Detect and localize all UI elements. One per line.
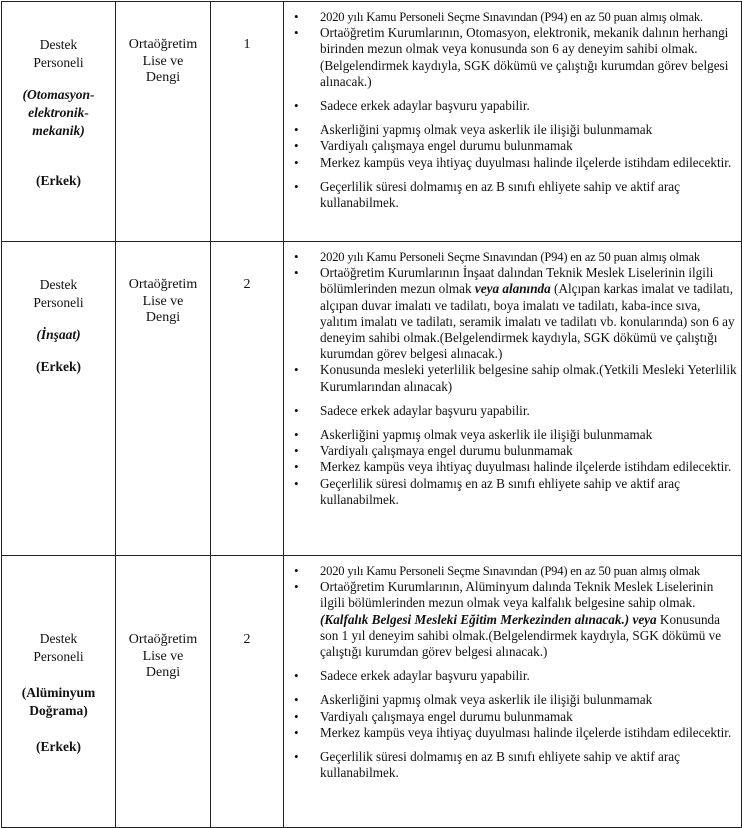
requirement-text: Ortaöğretim Kurumlarının İnşaat dalından Teknik Meslek Liselerinin ilgili bölümlerinden mezun olmak (320, 265, 714, 297)
list-item: • 2020 yılı Kamu Personeli Seçme Sınavından (P94) en az 50 puan almış olmak (320, 249, 737, 265)
list-item: • Askerliğini yapmış olmak veya askerlik ile ilişiği bulunmamak (320, 122, 737, 138)
requirement-text: (Alçıpan karkas imalat ve tadilatı, alçıpan duvar imalatı ve tadilatı, boya imalatı ve tadilatı, kaba-ince sıva, yalıtım imalatı ve tadilatı, seramik imalatı ve tadilatı vb. konularında) son 6 ay deneyim sahibi olmak.(Belgelendirmek kaydıyla, SGK dökümü ve çalıştığı kurumdan görev belgesi alınacak.) (320, 281, 735, 362)
gender-requirement: (Erkek) (36, 739, 81, 754)
position-count-cell (211, 556, 284, 828)
education-cell (116, 556, 211, 828)
list-item: • Askerliğini yapmış olmak veya askerlik ile ilişiği bulunmamak (320, 692, 737, 708)
list-item: • Sadece erkek adaylar başvuru yapabilir. (320, 98, 737, 114)
list-item (320, 265, 737, 362)
position-count: 2 (243, 277, 251, 292)
position-title: Destek (39, 631, 78, 646)
list-item: • Geçerlilik süresi dolmamış en az B sınıfı ehliyete sahip ve aktif araç kullanabilmek. (320, 179, 737, 211)
position-specialty: (Alüminyum Doğrama) (21, 685, 96, 718)
table-row (2, 556, 742, 828)
position-title: Personeli (33, 295, 84, 310)
list-item: • Merkez kampüs veya ihtiyaç duyulması halinde ilçelerde istihdam edilecektir. (320, 459, 737, 475)
education-level: Ortaöğretim Lise ve Dengi (128, 37, 198, 85)
list-item: • Vardiyalı çalışmaya engel durumu bulunmamak (320, 443, 737, 459)
list-item: • Geçerlilik süresi dolmamış en az B sınıfı ehliyete sahip ve aktif araç kullanabilmek. (320, 476, 737, 508)
position-title: Destek (39, 37, 78, 52)
position-title: Destek (39, 277, 78, 292)
list-item: • Merkez kampüs veya ihtiyaç duyulması halinde ilçelerde istihdam edilecektir. (320, 155, 737, 171)
table-row (2, 2, 742, 242)
position-count-cell (211, 2, 284, 242)
position-count-cell (211, 242, 284, 556)
requirements-list (284, 2, 741, 211)
position-title: Personeli (33, 649, 84, 664)
list-item: • 2020 yılı Kamu Personeli Seçme Sınavından (P94) en az 50 puan almış olmak. (320, 9, 737, 25)
list-item: • Merkez kampüs veya ihtiyaç duyulması halinde ilçelerde istihdam edilecektir. (320, 725, 737, 741)
list-item: • Vardiyalı çalışmaya engel durumu bulunmamak (320, 138, 737, 154)
list-item: • Askerliğini yapmış olmak veya askerlik ile ilişiği bulunmamak (320, 427, 737, 443)
education-cell (116, 242, 211, 556)
position-title: Personeli (33, 55, 84, 70)
gender-requirement: (Erkek) (36, 359, 81, 374)
requirement-emphasis: veya alanında (474, 281, 551, 297)
requirements-list (284, 242, 741, 508)
table-row (2, 242, 742, 556)
requirement-emphasis: (Kalfalık Belgesi Mesleki Eğitim Merkezinden alınacak.) veya (320, 611, 657, 627)
education-level: Ortaöğretim Lise ve Dengi (128, 632, 198, 680)
list-item: • Geçerlilik süresi dolmamış en az B sınıfı ehliyete sahip ve aktif araç kullanabilmek. (320, 749, 737, 781)
gender-requirement: (Erkek) (36, 173, 81, 188)
list-item: • Vardiyalı çalışmaya engel durumu bulunmamak (320, 709, 737, 725)
requirements-cell (284, 242, 742, 556)
list-item: • Sadece erkek adaylar başvuru yapabilir. (320, 668, 737, 684)
requirement-text: Konusunda son 1 yıl deneyim sahibi olmak.(Belgelendirmek kaydıyla, SGK dökümü ve çalıştığı kurumdan görev belgesi alınacak.) (320, 611, 722, 660)
position-specialty: (Otomasyon-elektronik-mekanik) (22, 87, 95, 138)
position-count: 1 (243, 37, 251, 52)
requirements-cell (284, 556, 742, 828)
position-specialty: (İnşaat) (36, 327, 81, 342)
list-item: • 2020 yılı Kamu Personeli Seçme Sınavından (P94) en az 50 puan almış olmak (320, 563, 737, 579)
position-count: 2 (243, 632, 251, 647)
list-item: • Ortaöğretim Kurumlarının, Otomasyon, elektronik, mekanik dalının herhangi birinden mezun olmak veya konusunda son 6 ay deneyim sahibi olmak. (Belgelendirmek kaydıyla, SGK dökümü ve çalıştığı kurumdan görev belgesi alınacak.) (320, 25, 737, 90)
job-requirements-table (1, 1, 742, 828)
list-item (320, 579, 737, 660)
requirements-cell (284, 2, 742, 242)
requirement-text: Ortaöğretim Kurumlarının, Alüminyum dalında Teknik Meslek Liselerinin ilgili bölümlerinden mezun olmak veya kalfalık belgesine sahip olmak. (320, 579, 714, 611)
position-title-cell (2, 2, 116, 242)
education-level: Ortaöğretim Lise ve Dengi (128, 277, 198, 325)
requirements-list (284, 556, 741, 781)
education-cell (116, 2, 211, 242)
list-item: • Sadece erkek adaylar başvuru yapabilir. (320, 403, 737, 419)
list-item: • Konusunda mesleki yeterlilik belgesine sahip olmak.(Yetkili Mesleki Yeterlilik Kurumlarından alınacak) (320, 362, 737, 394)
position-title-cell (2, 556, 116, 828)
position-title-cell (2, 242, 116, 556)
